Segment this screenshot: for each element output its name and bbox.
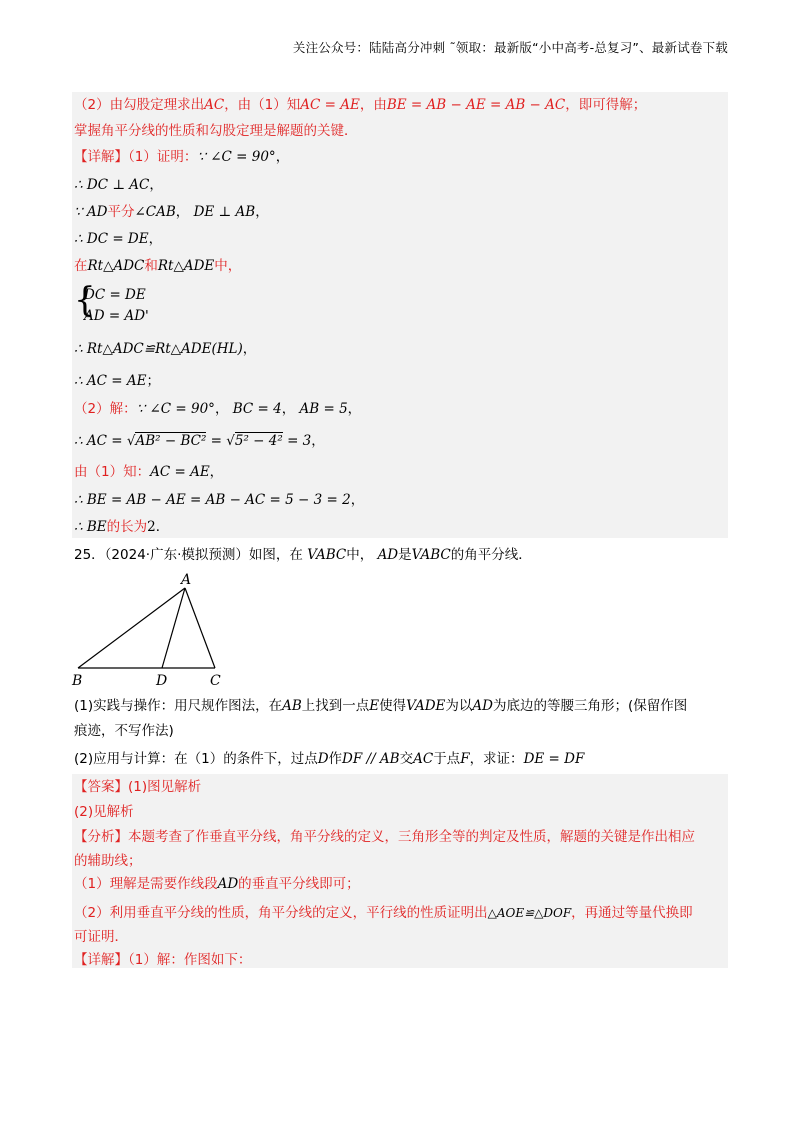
detail-line-12: ∴ BE的长为2． xyxy=(74,519,170,535)
system-line-2: AD = AD' xyxy=(84,308,149,324)
question-1-line-2: 痕迹，不写作法) xyxy=(74,723,174,739)
detail-line-6: ∴ Rt△ADC≌Rt△ADE(HL)， xyxy=(74,341,257,357)
solution-line-2: 掌握角平分线的性质和勾股定理是解题的关键． xyxy=(74,123,358,139)
vertex-label-a: A xyxy=(181,572,192,588)
detail-line-11: ∴ BE = AB − AE = AB − AC = 5 − 3 = 2， xyxy=(74,492,365,508)
answer-shade xyxy=(72,774,728,968)
question-1-line-1: (1)实践与操作：用尺规作图法，在AB上找到一点E使得VADE为以AD为底边的等腰三角形；(保留作图 xyxy=(74,698,688,714)
answer-line-2: (2)见解析 xyxy=(74,804,134,820)
analysis-line-1: 【分析】本题考查了作垂直平分线，角平分线的定义，三角形全等的判定及性质，解题的关键是作出相应 xyxy=(74,829,695,845)
detail-line-7: ∴ AC = AE； xyxy=(74,373,160,389)
analysis-line-4: （2）利用垂直平分线的性质，角平分线的定义，平行线的性质证明出△AOE≌△DOF，再通过等量代换即 xyxy=(74,905,693,921)
answer-detail-line: 【详解】（1）解：作图如下： xyxy=(74,952,252,968)
system-brace: { xyxy=(74,280,96,320)
detail-line-10: 由（1）知：AC = AE， xyxy=(74,464,224,480)
analysis-line-2: 的辅助线； xyxy=(74,853,142,869)
system-line-1: DC = DE xyxy=(84,287,146,303)
page-header: 关注公众号：陆陆高分冲刺 ˜领取：最新版“小中高考-总复习”、最新试卷下载 xyxy=(292,40,728,55)
question-2: (2)应用与计算：在（1）的条件下，过点D作DF // AB交AC于点F，求证：DE = DF xyxy=(74,751,585,767)
vertex-label-c: C xyxy=(210,673,221,689)
detail-line-5: 在Rt△ADC和Rt△ADE中， xyxy=(74,258,242,274)
triangle-figure xyxy=(70,572,240,692)
detail-line-2: ∴ DC ⊥ AC， xyxy=(74,177,163,193)
analysis-line-3: （1）理解是需要作线段AD的垂直平分线即可； xyxy=(74,876,360,892)
detail-line-4: ∴ DC = DE， xyxy=(74,231,163,247)
vertex-label-b: B xyxy=(72,673,83,689)
problem-25-statement: 25．（2024·广东·模拟预测）如图，在 VABC中， AD是VABC的角平分线． xyxy=(74,547,532,563)
detail-line-1: 【详解】（1）证明：∵ ∠C = 90°， xyxy=(74,149,290,165)
detail-line-3: ∵ AD平分∠CAB， DE ⊥ AB， xyxy=(74,204,269,220)
analysis-line-5: 可证明． xyxy=(74,929,128,945)
detail-line-8: （2）解：∵ ∠C = 90°， BC = 4， AB = 5， xyxy=(74,401,362,417)
detail-line-9: ∴ AC = √AB² − BC² = √5² − 4² = 3， xyxy=(74,433,325,449)
vertex-label-d: D xyxy=(156,673,168,689)
answer-line-1: 【答案】(1)图见解析 xyxy=(74,779,202,795)
solution-line-1: （2）由勾股定理求出AC，由（1）知AC = AE，由BE = AB − AE = AB − AC，即可得解； xyxy=(74,97,647,113)
